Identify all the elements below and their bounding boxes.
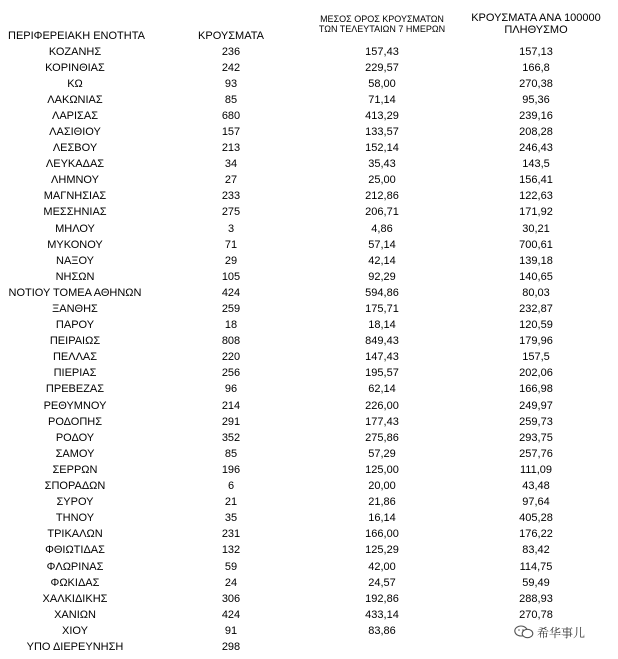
cell-avg: 192,86 <box>365 592 399 605</box>
cell-avg: 177,43 <box>365 415 399 428</box>
cell-per: 157,5 <box>522 351 550 364</box>
cell-cases: 27 <box>224 174 238 187</box>
cell-cases: 214 <box>221 399 241 412</box>
cell-region: ΧΑΝΙΩΝ <box>54 608 96 621</box>
cell-per: 405,28 <box>519 512 553 525</box>
table-row <box>0 237 618 253</box>
cell-per: 259,73 <box>519 415 553 428</box>
cell-avg: 147,43 <box>365 351 399 364</box>
cell-per: 139,18 <box>519 254 553 267</box>
cell-cases: 96 <box>224 383 238 396</box>
table-row <box>0 478 618 494</box>
cell-region: ΧΙΟΥ <box>62 624 88 637</box>
cell-per: 122,63 <box>519 190 553 203</box>
cell-cases: 352 <box>221 431 241 444</box>
cell-avg: 125,29 <box>365 544 399 557</box>
cell-region: ΛΕΣΒΟΥ <box>52 142 98 155</box>
cell-avg: 175,71 <box>365 303 399 315</box>
cell-region: ΛΕΥΚΑΔΑΣ <box>45 158 105 171</box>
cell-per: 171,92 <box>519 206 553 219</box>
cell-avg: 42,00 <box>368 560 396 573</box>
table-row <box>0 542 618 558</box>
cell-avg: 20,00 <box>368 480 396 493</box>
cell-region: ΝΑΞΟΥ <box>56 254 94 267</box>
table-row <box>0 430 618 446</box>
table-row <box>0 188 618 204</box>
table-row <box>0 494 618 510</box>
cell-per: 249,97 <box>519 399 553 412</box>
header-region: ΠΕΡΙΦΕΡΕΙΑΚΗ ΕΝΟΤΗΤΑ <box>8 30 145 42</box>
table-row <box>0 559 618 575</box>
cell-avg: 133,57 <box>365 125 399 138</box>
cell-cases: 85 <box>224 447 238 460</box>
cell-per: 59,49 <box>522 576 550 589</box>
table-row <box>0 381 618 397</box>
header-per-line2: ΠΛΗΘΥΣΜΟ <box>504 24 568 36</box>
cell-avg: 433,14 <box>365 608 399 621</box>
cell-avg: 16,14 <box>368 512 396 525</box>
cell-region: ΦΩΚΙΔΑΣ <box>50 576 100 589</box>
watermark-text: 希华事儿 <box>537 625 586 640</box>
cell-cases: 275 <box>221 206 241 219</box>
cell-avg: 166,00 <box>365 528 399 541</box>
table-row <box>0 333 618 349</box>
cell-avg: 206,71 <box>365 206 399 219</box>
cell-cases: 196 <box>221 463 241 476</box>
cell-per: 80,03 <box>522 286 550 299</box>
cell-region: ΠΙΕΡΙΑΣ <box>53 367 97 380</box>
table-row <box>0 140 618 156</box>
table-row <box>0 349 618 365</box>
table-row <box>0 365 618 381</box>
cell-avg: 125,00 <box>365 463 399 476</box>
cell-per: 166,98 <box>519 383 553 396</box>
table-row <box>0 204 618 220</box>
cell-region: ΚΟΡΙΝΘΙΑΣ <box>45 61 105 74</box>
cell-per: 30,21 <box>522 222 550 235</box>
cell-cases: 91 <box>224 624 238 637</box>
cell-avg: 71,14 <box>368 93 396 106</box>
cell-per: 97,64 <box>522 496 550 509</box>
cell-cases: 680 <box>221 109 241 122</box>
table-row <box>0 317 618 333</box>
cell-cases: 256 <box>221 367 241 380</box>
cell-region: ΡΟΔΟΥ <box>55 431 95 444</box>
cell-per: 293,75 <box>519 431 553 444</box>
cell-region: ΦΛΩΡΙΝΑΣ <box>46 560 104 573</box>
table-row <box>0 221 618 237</box>
cell-cases: 71 <box>224 238 238 251</box>
cell-cases: 157 <box>221 125 241 138</box>
cell-avg: 226,00 <box>365 399 399 412</box>
cell-per: 166,8 <box>522 61 550 74</box>
cell-avg: 57,14 <box>368 238 396 251</box>
cell-per: 114,75 <box>519 560 553 573</box>
cell-cases: 29 <box>224 254 238 267</box>
cell-per: 179,96 <box>519 335 553 348</box>
table-row <box>0 124 618 140</box>
cell-region: ΠΡΕΒΕΖΑΣ <box>45 383 105 396</box>
cell-region: ΣΥΡΟΥ <box>56 496 94 509</box>
cell-region: ΡΕΘΥΜΝΟΥ <box>43 399 107 412</box>
cell-cases: 220 <box>221 351 241 364</box>
cell-per: 157,13 <box>519 45 553 58</box>
table-row <box>0 172 618 188</box>
cell-region: ΝΗΣΩΝ <box>55 270 95 283</box>
cell-cases: 34 <box>224 158 238 171</box>
header-per-100000 <box>462 12 610 36</box>
cell-region: ΜΥΚΟΝΟΥ <box>47 238 103 251</box>
cell-per: 43,48 <box>522 480 550 493</box>
header-avg-line1: ΜΕΣΟΣ ΟΡΟΣ ΚΡΟΥΣΜΑΤΩΝ <box>320 14 444 24</box>
cell-cases: 35 <box>224 512 238 525</box>
cell-per: 288,93 <box>519 592 553 605</box>
table-row <box>0 92 618 108</box>
cell-cases: 18 <box>224 319 238 332</box>
cell-avg: 57,29 <box>368 447 396 460</box>
header-cases: ΚΡΟΥΣΜΑΤΑ <box>198 30 264 42</box>
cell-region: ΠΕΛΛΑΣ <box>52 351 98 364</box>
cell-region: ΠΑΡΟΥ <box>55 319 95 332</box>
cell-per: 111,09 <box>519 463 552 476</box>
cell-region: ΞΑΝΘΗΣ <box>52 303 98 315</box>
cell-cases: 424 <box>221 286 241 299</box>
cell-avg: 195,57 <box>365 367 399 380</box>
cell-avg: 42,14 <box>368 254 396 267</box>
cell-avg: 83,86 <box>368 624 396 637</box>
table-row <box>0 301 618 317</box>
table-row <box>0 285 618 301</box>
header-per-line1: ΚΡΟΥΣΜΑΤΑ ΑΝΑ 100000 <box>471 12 601 24</box>
cell-region: ΡΟΔΟΠΗΣ <box>47 415 103 428</box>
table-row <box>0 108 618 124</box>
watermark <box>512 621 587 643</box>
cell-region: ΣΕΡΡΩΝ <box>52 463 98 476</box>
cell-avg: 24,57 <box>368 576 396 589</box>
table-row <box>0 575 618 591</box>
cell-per: 232,87 <box>519 303 553 315</box>
cell-per: 257,76 <box>519 447 553 460</box>
cell-region: ΠΕΙΡΑΙΩΣ <box>49 335 101 348</box>
cell-region: ΛΑΡΙΣΑΣ <box>51 109 98 122</box>
cell-avg: 229,57 <box>365 61 399 74</box>
cell-avg: 21,86 <box>368 496 396 509</box>
cell-cases: 298 <box>221 640 241 653</box>
table-row <box>0 510 618 526</box>
cell-per: 246,43 <box>519 142 553 155</box>
cell-per: 143,5 <box>522 158 550 171</box>
cell-avg: 413,29 <box>365 109 399 122</box>
cell-region: ΚΩ <box>67 77 83 90</box>
cell-avg: 212,86 <box>365 190 399 203</box>
cell-region: ΛΑΚΩΝΙΑΣ <box>47 93 103 106</box>
cell-cases: 59 <box>224 560 238 573</box>
cell-avg: 4,86 <box>371 222 393 235</box>
cell-cases: 259 <box>221 303 241 315</box>
table-row <box>0 60 618 76</box>
table-row <box>0 414 618 430</box>
table-row <box>0 462 618 478</box>
cell-per: 208,28 <box>519 125 553 138</box>
cell-avg: 25,00 <box>368 174 396 187</box>
cell-region: ΛΑΣΙΘΙΟΥ <box>49 125 101 138</box>
cell-region: ΤΗΝΟΥ <box>55 512 95 525</box>
header-avg-line2: ΤΩΝ ΤΕΛΕΥΤΑΙΩΝ 7 ΗΜΕΡΩΝ <box>318 24 446 34</box>
cell-cases: 808 <box>221 335 241 348</box>
cell-avg: 58,00 <box>368 77 396 90</box>
table-row <box>0 76 618 92</box>
cell-per: 270,38 <box>519 77 553 90</box>
cell-region: ΚΟΖΑΝΗΣ <box>48 45 102 58</box>
cell-per: 140,65 <box>519 270 553 283</box>
cell-region: ΜΗΛΟΥ <box>55 222 95 235</box>
table-row <box>0 156 618 172</box>
cell-region: ΧΑΛΚΙΔΙΚΗΣ <box>42 592 108 605</box>
cell-per: 202,06 <box>519 367 553 380</box>
wechat-logo-icon <box>514 625 534 639</box>
cell-per: 700,61 <box>519 238 553 251</box>
table-row <box>0 446 618 462</box>
cell-per: 176,22 <box>519 528 553 541</box>
cell-cases: 85 <box>224 93 238 106</box>
cell-per: 270,78 <box>519 608 553 621</box>
cell-avg: 92,29 <box>368 270 396 283</box>
cell-cases: 231 <box>221 528 241 541</box>
cell-cases: 21 <box>224 496 238 509</box>
cell-cases: 3 <box>227 222 235 235</box>
cell-region: ΜΕΣΣΗΝΙΑΣ <box>43 206 107 219</box>
cell-region: ΤΡΙΚΑΛΩΝ <box>47 528 103 541</box>
cell-per: 83,42 <box>522 544 550 557</box>
cell-region: ΣΠΟΡΑΔΩΝ <box>44 480 106 493</box>
table-row <box>0 526 618 542</box>
table-row <box>0 398 618 414</box>
cell-region: ΥΠΟ ΔΙΕΡΕΥΝΗΣΗ <box>26 640 124 653</box>
cell-avg: 157,43 <box>365 45 399 58</box>
cell-cases: 291 <box>221 415 241 428</box>
table-row <box>0 269 618 285</box>
header-avg-7-days <box>312 14 452 34</box>
cell-cases: 6 <box>227 480 235 493</box>
table-row <box>0 253 618 269</box>
cell-avg: 849,43 <box>365 335 399 348</box>
cell-per: 156,41 <box>519 174 553 187</box>
cell-avg: 594,86 <box>365 286 399 299</box>
cell-cases: 132 <box>221 544 241 557</box>
cell-region: ΣΑΜΟΥ <box>55 447 95 460</box>
table-row <box>0 44 618 60</box>
cell-per: 120,59 <box>519 319 553 332</box>
cell-cases: 213 <box>221 142 241 155</box>
cell-cases: 424 <box>221 608 241 621</box>
cell-avg: 152,14 <box>365 142 399 155</box>
cell-cases: 233 <box>221 190 241 203</box>
cell-region: ΝΟΤΙΟΥ ΤΟΜΕΑ ΑΘΗΝΩΝ <box>8 286 142 299</box>
cell-cases: 236 <box>221 45 241 58</box>
cell-avg: 275,86 <box>365 431 399 444</box>
cell-per: 95,36 <box>522 93 550 106</box>
cell-avg: 18,14 <box>368 319 396 332</box>
cell-avg: 62,14 <box>368 383 396 396</box>
cell-cases: 105 <box>221 270 241 283</box>
cell-avg: 35,43 <box>368 158 396 171</box>
cell-region: ΦΘΙΩΤΙΔΑΣ <box>45 544 105 557</box>
table-body <box>0 44 618 656</box>
cell-region: ΛΗΜΝΟΥ <box>51 174 99 187</box>
cell-cases: 242 <box>221 61 241 74</box>
cell-per: 239,16 <box>519 109 553 122</box>
cell-cases: 93 <box>224 77 238 90</box>
table-row <box>0 591 618 607</box>
cell-region: ΜΑΓΝΗΣΙΑΣ <box>43 190 107 203</box>
cell-cases: 306 <box>221 592 241 605</box>
cell-cases: 24 <box>224 576 238 589</box>
